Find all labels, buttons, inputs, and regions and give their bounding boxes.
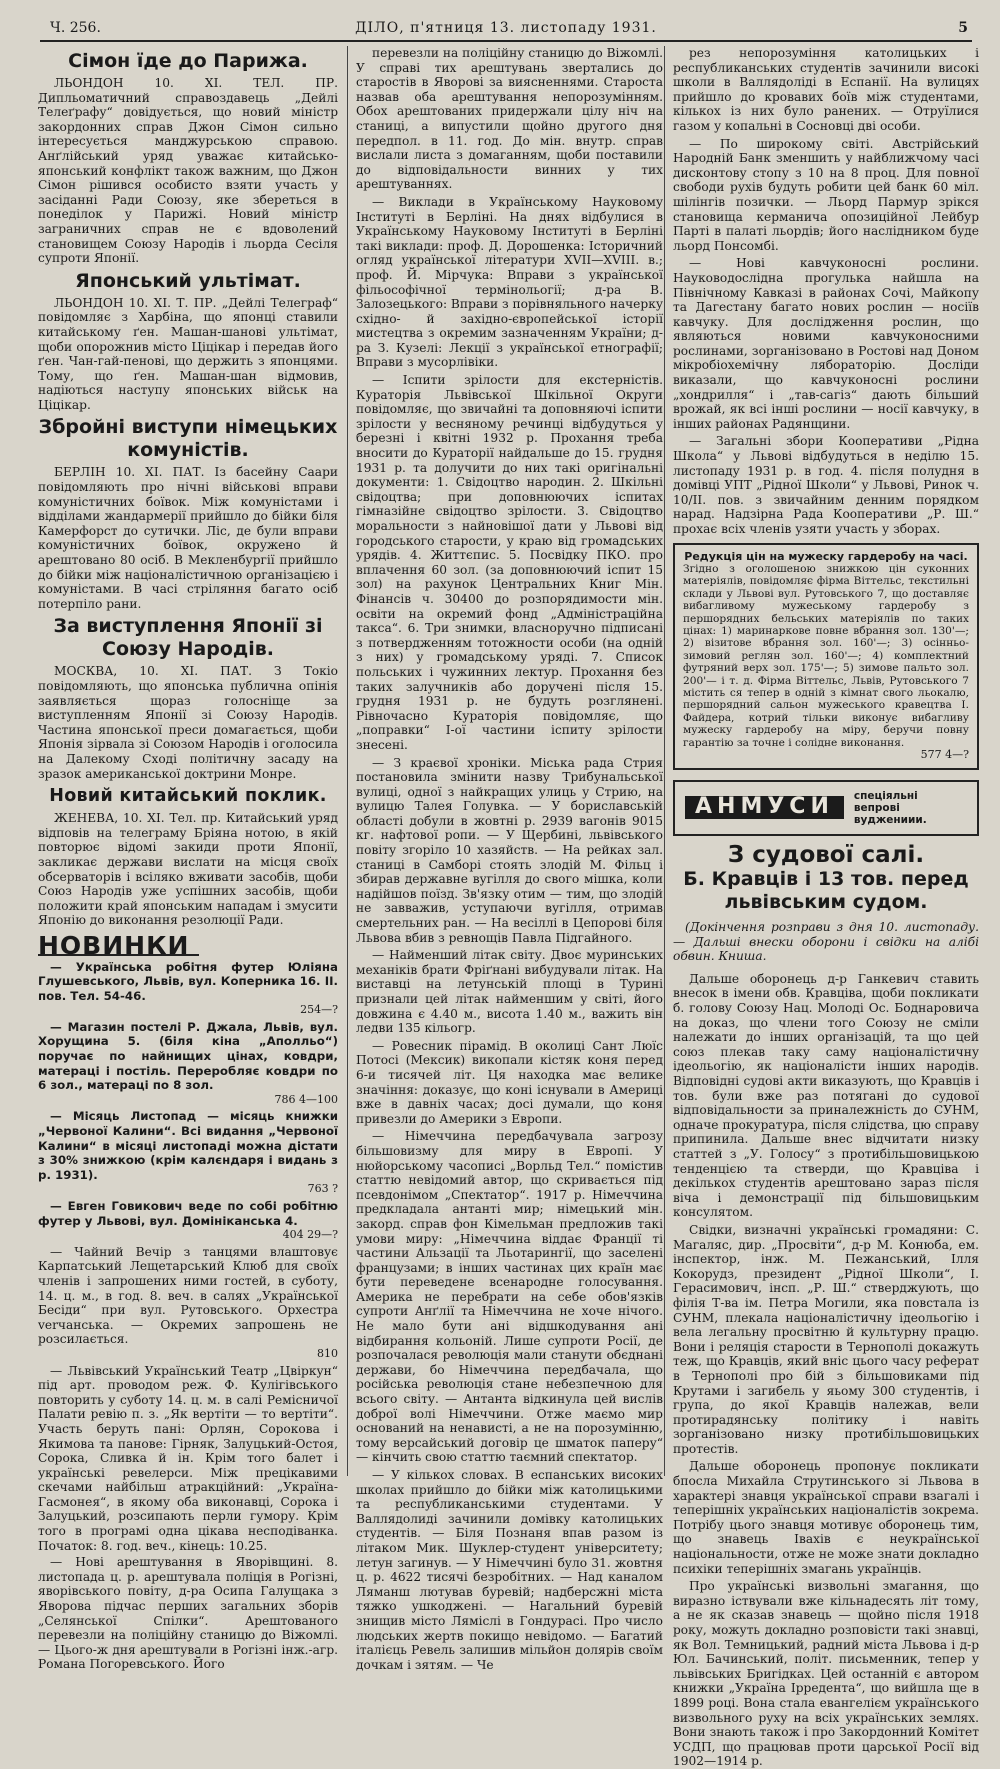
news-item: — Нові арештування в Яворівщині. 8. листопада ц. р. арештувала поліція в Рогізні, яворівського повіту, д-ра Осипа Галущака з Яворова підчас перших загальних зборів „Селянської Спілки“. Арештованого перевезли на поліційну станицю до Віжомлі. — Цього-ж дня арештували в Рогізні інж.-агр. Романа Погоревського. Його xyxy=(38,1555,338,1672)
court-section-title: З судової салі. xyxy=(727,841,925,868)
news-item xyxy=(38,1199,338,1243)
article-title: За виступлення Японії зі Союзу Народів. xyxy=(53,615,323,661)
article-text: БЕРЛІН 10. XI. ПАТ. Із басейну Саари повідомляють про нічні військові вправи комуністичних боївок. Між комуністами і відділами жандармерії прийшло до бійки біля Камерфорст до сутички. Ліс, де були вправи комуністичних боївок, окружено й арештовано 80 осіб. В Мекленбургії прийшло до бійки між націоналістичною організацією і комуністами. В часі стріляння багато осіб потерпіло рани. xyxy=(38,465,338,611)
page-number-right: 5 xyxy=(958,20,968,36)
news-item xyxy=(38,1020,338,1108)
article-text: — У кількох словах. В еспанських високих школах прийшло до бійки між католицькими та республиканськими студентами. У Валлядолиді зачинили домівку католицьких студентів. — Біля Познаня впав разом із літаком Мик. Шуклер-студент університету; летун загинув. — У Німеччині було 31. жовтня ц. р. 4622 тисячі безробітних. — Над каналом Ляманш лютував буревій; надберсжні міста тяжко ушкоджені. — Нагальний буревій знищив місто Ляміслі в Гондурасі. Про число людських жертв покищо невідомо. — Багатий італієць Ревель залишив мільйон долярів своїм дочкам і зятям. — Че xyxy=(356,1468,663,1672)
anmusi-advertisement xyxy=(673,780,979,836)
column-1 xyxy=(38,46,338,1672)
article-text: — По широкому світі. Австрійський Народній Банк зменшить у найближчому часі дисконтову стопу з 10 на 8 проц. Для повної свободи рухів будуть робити цей банк 60 міл. шілінгів позички. — Льорд Пармур зрікся становища керманича опозиційної Лейбур Парті в палаті льордів; його наслідником буде льорд Понсомбі. xyxy=(673,136,979,253)
article-title: Новий китайський поклик. xyxy=(49,786,327,807)
court-article-title: Б. Кравців і 13 тов. перед львівським судом. xyxy=(683,868,969,914)
article-text: — Виклади в Українському Науковому Інституті в Берліні. На днях відбулися в Українському Науковому Інституті в Берліні такі виклади: проф. Д. Дорошенка: Історичний огляд української літератури XVII—XVIII. в.; проф. Й. Мірчука: Вправи з української фільософічної термінольогії; д-ра В. Залозецького: Вправи з порівняльного начерку східно- й західно-європейської історії мистецтва з окремим зазначенням України; д-ра З. Кузелі: Лекції з української етнографії; Вправи з мусорлівіки. xyxy=(356,194,663,370)
ad-title: Редукція цін на мужеску гардеробу на часі. xyxy=(684,549,968,563)
news-item-text: — Евген Говикович веде по собі робітню футер у Львові, вул. Домініканська 4. xyxy=(38,1199,338,1228)
article-text: ЛЬОНДОН 10. XI. Т. ПР. „Дейлі Телеграф“ повідомляє з Харбіна, що японці ставили китайському ґен. Машан-шанові ультімат, щоби опорожнив місто Ціцікар і передав його ґен. Чан-гай-пенові, що держить з японцями. Тому, що ґен. Машан-шан відмовив, надіються наступу японських військ на Ціцікар. xyxy=(38,295,338,412)
article-text: рез непорозуміння католицьких і республиканських студентів зачинили високі школи в Валлядоліді в Еспанії. На вулицях прийшло до кровавих боїв між студентами, кількох із них було ранених. — Отруїлися газом у копальні в Сосновці дві особи. xyxy=(673,46,979,133)
ad-ref: 404 29—? xyxy=(282,1228,338,1242)
article-text: — Загальні збори Кооперативи „Рідна Школа“ у Львові відбудуться в неділю 15. листопаду 1931 р. в год. 4. після полудня в домівці УПТ „Рідної Школи“ у Львові, Ринок ч. 10/II. пов. з звичайним денним порядком нарад. Надзірна Рада Кооперативи „Р. Ш.“ прохає всіх членів узяти участь у зборах. xyxy=(673,434,979,536)
ad-text: Згідно з оголошеною знижкою цін суконних матеріялів, повідомляє фірма Віттельс, текстильні склади у Львові вул. Рутовського 7, що доставляє вибагливому мужеському гардеробу з першорядних бельських матеріялів по таких цінах: 1) маринаркове повне вбрання зол. 130'—; 2) візитове вбрання зол. 160'—; 3) осінньо-зимовий реглян зол. 160'—; 4) комплектний футряний верх зол. 175'—; 5) зимове пальто зол. 200'— і т. д. Фірма Віттельс, Львів, Рутовського 7 містить ся тепер в одній з кімнат свого льокалю, першорядний сальон мужеського кравецтва І. Файдера, котрий тільки виконує вибагливу мужеску гардеробу на міру, беручи повну гарантію за точне і солідне виконання. xyxy=(683,563,969,749)
anmusi-subtitle: спеціяльні вепрові вуджениии. xyxy=(853,789,927,826)
article-text: Дальше оборонець пропонує покликати бпосла Михайла Струтинського зі Львова в характері знавця української справи взагалі і теперішніх українських націоналістів зокрема. Потрібу цього знавця мотивує оборонець тим, що знавець Іваxів є неукраїнської національности, отже не може знати докладно психіки теперішніх змагань українців. xyxy=(673,1459,979,1576)
article-text: Про українські визвольні змагання, що виразно іствували вже кільнадесять літ тому, а не як сказав знавець — щойно після 1918 року, можуть докладно розповісти такі знавці, як Вол. Темницький, радний міста Львова і д-р Юл. Бачинський, політ. письменник, тепер у львівських Бригідках. Цей останній є автором книжки „Україна Ірредента“, що вийшла ще в 1899 році. Вона стала евангелієм українського визвольного руху на всіх українських землях. Вони знають також і про Закордонний Комітет УСДП, що працював проти царської Росії від 1902—1914 р. xyxy=(673,1579,979,1769)
news-item-text: — Українська робітня футер Юліяна Глушевського, Львів, вул. Коперника 16. II. пов. Тел. 54-46. xyxy=(38,959,338,1003)
article-text: МОСКВА, 10. XI. ПАТ. З Токіо повідомляють, що японська публична опінія заявляється щораз голосніще за виступленням Японії зі Союзу Народів. Частина японської преси домагається, щоби Японія зірвала зі Союзом Народів і оголосила на Далекому Сході політичну засаду на зразок американської доктрини Монре. xyxy=(38,664,338,781)
news-item-text: — Магазин постелі Р. Джала, Львів, вул. Хорущина 5. (біля кіна „Аполльо“) поручає по найнищих цінах, ковдри, матераці і постіль. Переробляє ковдри по 6 зол., матераці по 8 зол. xyxy=(38,1019,338,1093)
article-text: — Німеччина передбачувала загрозу більшовизму для миру в Европі. У нюйорському часописі „Ворльд Тел.“ помістив статтю невідомий автор, що скривається під псевдонімом „Спектатор“. 1917 р. Німеччина предкладала антанті мир; німецький мін. закорд. справ фон Кімельман предложив такі умови миру: „Німеччина віддає Франції ті частини Альзації та Льотарингії, що заселені французами; в інших частинах цих країн має бути переведене всенародне голосування. Америка не перебрати на себе обов'язків супроти Анґлії та Німеччина не хоче нічого. Не мало бути ані відшкодування ані відбирання кольоній. Лише супроти Росії, де розпочалася революція мали станути обєднані держави, бо Німеччина передбачала, що російська революція стане небезпечною для всього світу. — Антанта відкинула цей вислів доброї волі Німеччини. Отже маємо мир оснований на ненависті, а не на порозумінню, тому версайський договір це шматок паперу“ — кінчить свою статтю таємний спектатор. xyxy=(356,1129,663,1465)
ad-ref: 577 4—? xyxy=(920,748,969,762)
column-2 xyxy=(347,46,663,1672)
news-item-text: — Місяць Листопад — місяць книжки „Червоної Калини“. Всі видання „Червоної Калини“ в місяці листопаді можна дістати з 30% знижкою (крім калєндаря і видань з р. 1931). xyxy=(38,1109,338,1182)
news-item: — Львівський Український Театр „Цвіркун“ під арт. проводом реж. Ф. Кулігівського повторить у суботу 14. ц. м. в салі Ремісничої Палати ревію п. з. „Як вертіти — то вертіти“. Участь беруть пані: Орлян, Сорокова і Якимова та панове: Гірняк, Залуцький-Остоя, Сорока, Сливка й ін. Крім того балет і українські ревелерси. Між прецікавими скечами найбільш атракційний: „Україна-Гасмонея“, в якому оба виконавці, Сорока і Залуцький, розсипають перли гумору. Крім того в програмі одна цікава несподіванка. Початок: 8. год. веч., кінець: 10.25. xyxy=(38,1363,338,1553)
article-title: Сімон їде до Парижа. xyxy=(68,50,308,72)
article-text: Свідки, визначні українські громадяни: С. Магаляс, дир. „Просвіти“, д-р М. Конюба, ем. інспектор, інж. М. Пежанський, Ілля Кокорудз, президент „Рідної Школи“, І. Герасимович, інсп. „Р. Ш.“ стверджують, що філія Т-ва ім. Петра Могили, яка повстала із СУНМ, плекала націоналістичну ідеольогію і вела легальну просвітню й культурну працю. Вони і реляція старости в Тернополі докажуть теж, що Кравців, який вніс цього часу реферат в Тернополі про бій з більшовиками під Крутами і загибель у яьому 300 студентів, і група, до якої Кравців належав, вели протирадянську політику і навіть зорганізовано низку протибільшовицьких протестів. xyxy=(673,1222,979,1456)
article-text: — Нові кавчуконосні рослини. Науководослідна прогулька найшла на Північному Кавказі в районах Сочі, Майкопу та Дагестану багато нових рослин — носіїв кавчуку. Для дослідження рослин, що являються новими кавчуконосними рослинами, зорганізовано в Ростові над Доном мікробіохемічну лябораторію. Досліди виказали, що кавчуконосні рослини „хондрилля“ і „тав-сагіз“ дають більший врожай, як всі інші рослини — носії кавчуку, в інших районах Радянщини. xyxy=(673,256,979,431)
ad-ref: 810 xyxy=(317,1346,338,1360)
article-text: — Найменший літак світу. Двоє муринських механіків брати Фріґнані вибудували літак. На виставці на летунській площі в Турині признали цей літак найменшим у світі, його довжина є 4.40 м., висота 1.40 м., важить він ледви 135 кільогр. xyxy=(356,948,663,1036)
ad-ref: 763 ? xyxy=(307,1182,338,1196)
article-text: — З краєвої хроніки. Міська рада Стрия постановила змінити назву Трибунальської вулиці, одної з найкращих улиць у Стрию, на вулицю Талея Голувка. — У бориславській області добули в жовтні р. 2939 вагонів 9015 кг. нафтової ропи. — У Щербині, львівського повіту згоріло 10 хазяйств. — На рейках зал. станиці в Самборі стоять злодій М. Фільц і збирав державне вугілля до свого мішка, коли надійшов поїзд. Зв'язку отим — тим, що злодій не завважив, уступаючи вугілля, отримав смертельних ран. — На весіллі в Цепорові біля Львова вбив з ревнощів Павла Підгайного. xyxy=(356,755,663,945)
article-text: ЖЕНЕВА, 10. XI. Тел. пр. Китайський уряд відповів на телеграму Бріяна нотою, в якій повторює відомі закиди проти Японії, закликає держави вислати на місця своїх обсерваторів і всіляко вживати засобів, щоби Союз Народів уже успішних засобів, щоби положити край японським нападам і змусити Японію до виконання резолюції Ради. xyxy=(38,811,338,928)
page-number-left: Ч. 256. xyxy=(50,20,101,36)
article-title: Японський ультімат. xyxy=(75,269,301,292)
article-text: Дальше оборонець д-р Ганкевич ставить внесок в імени обв. Кравціва, щоби покликати б. голову Союзу Нац. Молоді Ос. Боднаровича на доказ, що члени того Союзу не сміли належати до інших організацій, та що цей союз плекав таку саму націоналістичну ідеольогію, як націоналісти інших народів. Відповідні судові акти виказують, що Кравців і тов. були вже раз потягані до судової відповідальности за приналежність до СУНМ, одначе прокуратура, після слідства, цю справу припинила. Дальше внеc відчитати низку статтей з „У. Голосу“ з протибільшовицькою тенденцією та стверди, що Кравціва і декількох студентів арештовано зараз після віча і демонстрації під більшовицьким консулятом. xyxy=(673,971,979,1220)
section-title-novynky: НОВИНКИ xyxy=(38,939,199,956)
article-text: ЛЬОНДОН 10. XI. ТЕЛ. ПР. Дипльоматичний справоздавець „Дейлі Телеґрафу“ довідується, що новий міністр закордонних справ Джон Сімон сильно інтересується манджурською справою. Анґлійський уряд уважає китайсько-японський конфлікт також важним, що Джон Сімон рішився особисто взяти участь у засіданні Ради Союзу, яке збереться в понеділок у Парижі. Новий міністр заграничних справ не є вдоволений становищем Союзу Народів і льорда Сесіля супроти Японії. xyxy=(38,76,338,266)
ad-ref: 786 4—100 xyxy=(274,1092,338,1106)
article-text: перевезли на поліційну станицю до Віжомлі. У справі тих арештувань звертались до старостів в Яворові за виясненнями. Староста назвав оба арештування непорозумінням. Обох арештованих придержали цілу ніч на станиці, а випустили щойно другого дня передпол. в 11. год. До мін. внутр. справ вислали листа з домаганням, щоби поставили до відповідальности винних у тих арештуваннях. xyxy=(356,46,663,192)
news-item xyxy=(38,1109,338,1197)
news-item-text: — Чайний Вечір з танцями влаштовує Карпатський Лещетарський Клюб для своїх членів і запрошених ними гостей, в суботу, 14. ц. м., в год. 8. веч. в салях „Української Бесіди“ при вул. Рутовського. Орхестра verчанська. — Окремих запрошень не розсилається. xyxy=(38,1244,338,1347)
court-note: (Докінчення розправи з дня 10. листопаду. — Дальші внески оборони і свідки на алібі обвин. Книша. xyxy=(673,920,979,964)
news-item xyxy=(38,960,338,1018)
news-item xyxy=(38,1245,338,1362)
advertisement-box xyxy=(673,543,979,770)
anmusi-logo: АНМУСИ xyxy=(685,796,844,819)
ad-ref: 254—? xyxy=(300,1003,338,1017)
page-header xyxy=(40,18,972,42)
article-title: Збройні виступи німецьких комуністів. xyxy=(38,416,338,462)
article-text: — Іспити зрілости для екстерністів. Кураторія Львівської Шкільної Округи повідомляє, що звичайні та доповняючі іспити зрілости у весняному речинці відбудуться у березні і квітні 1932 р. Прохання треба вносити до Кураторії найдальше до 15. грудня 1931 р. та долучити до них такі оригінальні документи: 1. Свідоцтво народин. 2. Шкільні свідоцтва; при доповнюючих іспитах гімназійне свідоцтво зрілости. 3. Свідоцтво моральности з найновішої дати у Львові від городського старости, у краю від громадських урядів. 4. Життєпис. 5. Посвідку ПКО. про вплачення 60 зол. (за доповнюючий іспит 15 зол) на рахунок Центральних Книг Мін. Фінансів ч. 30400 до розпорядимости мін. освіти на окремий фонд „Адміністраційна такса“. 6. Три знимки, власноручно підписані з потвердженням тотожности особи (на одній з них) у громадському уряді. 7. Список польських і чужинних лектур. Прохання без таких залучників або доручені після 15. грудня 1931 р. не будуть розглянені. Рівночасно Кураторія повідомляє, що „поправки“ I-ої частини іспиту зрілости знесені. xyxy=(356,373,663,752)
masthead: ДІЛО, п'ятниця 13. листопаду 1931. xyxy=(355,20,657,36)
column-3 xyxy=(664,46,979,1769)
article-text: — Ровесник пірамід. В околиці Сант Люїс Потосі (Мексик) викопали кістяк коня перед 6-и тисячей літ. Ця находка має велике значіння: доказує, що коні існували в Америці вже в давніх часах; досі думали, що коня привезли до Америки з Европи. xyxy=(356,1038,663,1126)
